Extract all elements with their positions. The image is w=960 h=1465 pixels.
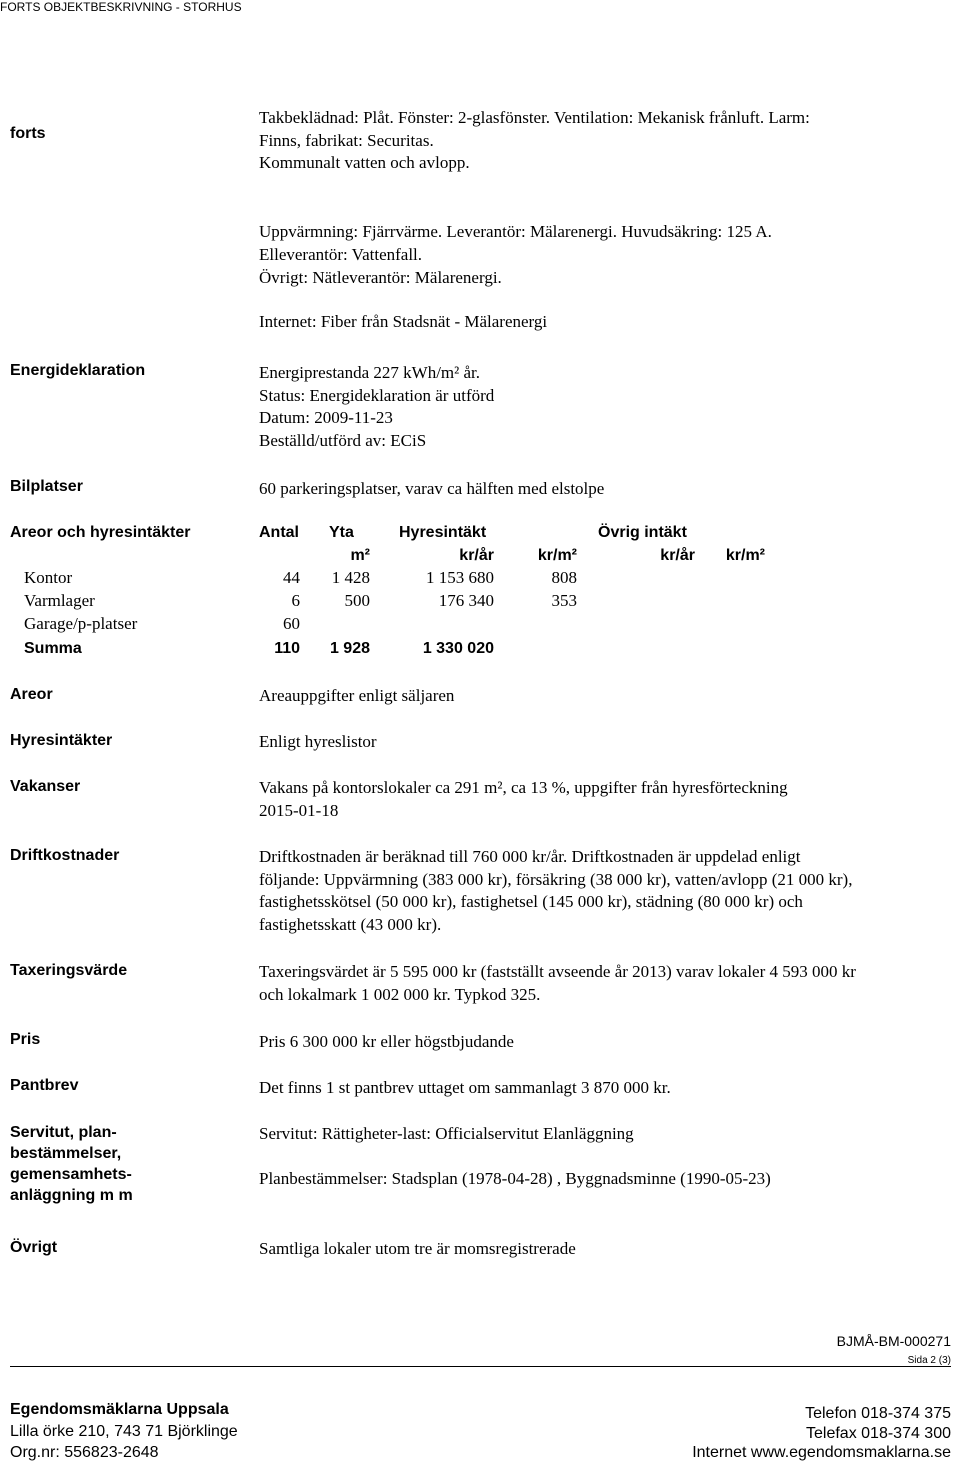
table-row-name: Garage/p-platser — [24, 614, 138, 633]
drift-line-3: fastighetsskötsel (50 000 kr), fastighetsel (145 000 kr), städning (80 000 kr) och — [259, 892, 803, 911]
planbestammelser-text: Planbestämmelser: Stadsplan (1978-04-28) , Byggnadsminne (1990-05-23) — [259, 1169, 771, 1188]
section-label-hyresintakter: Hyresintäkter — [10, 732, 113, 749]
forts-line-2: Finns, fabrikat: Securitas. — [259, 131, 434, 150]
footer-address: Lilla örke 210, 743 71 Björklinge — [10, 1423, 238, 1440]
table-row-name: Varmlager — [24, 591, 95, 610]
tax-line-1: Taxeringsvärdet är 5 595 000 kr (fastställt avseende år 2013) varav lokaler 4 593 000 kr — [259, 962, 856, 981]
section-label-areor: Areor — [10, 686, 53, 703]
table-header-yta: Yta — [329, 524, 354, 541]
table-cell-hyr-krm2: 353 — [551, 591, 577, 610]
footer-company: Egendomsmäklarna Uppsala — [10, 1401, 229, 1418]
section-label-ovrigt: Övrigt — [10, 1239, 58, 1256]
tax-line-2: och lokalmark 1 002 000 kr. Typkod 325. — [259, 985, 541, 1004]
section-label-servitut-3: gemensamhets- — [10, 1166, 132, 1183]
footer-divider — [10, 1366, 951, 1367]
footer-page-number: Sida 2 (3) — [907, 1355, 951, 1366]
drift-line-2: följande: Uppvärmning (383 000 kr), försäkring (38 000 kr), vatten/avlopp (21 000 kr), — [259, 870, 853, 889]
footer-reference: BJMÅ-BM-000271 — [836, 1333, 951, 1349]
energi-line-4: Beställd/utförd av: ECiS — [259, 431, 427, 450]
table-cell-hyr-krar: 176 340 — [438, 591, 494, 610]
forts-line-3: Kommunalt vatten och avlopp. — [259, 153, 470, 172]
unit-ovr-krm2: kr/m² — [725, 547, 765, 564]
pantbrev-text: Det finns 1 st pantbrev uttaget om sammanlagt 3 870 000 kr. — [259, 1078, 671, 1097]
unit-hyr-krar: kr/år — [459, 547, 494, 564]
areor-text: Areauppgifter enligt säljaren — [259, 686, 455, 705]
table-sum-hyr-krar: 1 330 020 — [422, 640, 494, 657]
section-label-driftkostnader: Driftkostnader — [10, 847, 120, 864]
forts-line-7: Internet: Fiber från Stadsnät - Mälarenergi — [259, 312, 548, 331]
ovrigt-text: Samtliga lokaler utom tre är momsregistrerade — [259, 1239, 576, 1258]
section-label-bilplatser: Bilplatser — [10, 478, 83, 495]
section-label-areor-och-hyresintakter: Areor och hyresintäkter — [10, 524, 191, 541]
section-label-pantbrev: Pantbrev — [10, 1077, 79, 1094]
section-label-vakanser: Vakanser — [10, 778, 81, 795]
table-cell-yta: 500 — [344, 591, 370, 610]
unit-yta: m² — [350, 547, 370, 564]
footer-telefax: Telefax 018-374 300 — [806, 1425, 951, 1442]
energi-line-2: Status: Energideklaration är utförd — [259, 386, 495, 405]
footer-telefon: Telefon 018-374 375 — [805, 1405, 951, 1422]
table-row-name: Kontor — [24, 568, 73, 587]
vakanser-line-1: Vakans på kontorslokaler ca 291 m², ca 13 %, uppgifter från hyresförteckning — [259, 778, 788, 797]
section-label-servitut-1: Servitut, plan- — [10, 1124, 117, 1141]
section-label-energideklaration: Energideklaration — [10, 362, 146, 379]
hyresintakter-text: Enligt hyreslistor — [259, 732, 377, 751]
table-sum-label: Summa — [24, 640, 82, 657]
vakanser-line-2: 2015-01-18 — [259, 801, 339, 820]
table-cell-antal: 60 — [283, 614, 300, 633]
table-cell-antal: 44 — [283, 568, 300, 587]
section-label-servitut-4: anläggning m m — [10, 1187, 133, 1204]
energi-line-3: Datum: 2009-11-23 — [259, 408, 393, 427]
table-cell-yta: 1 428 — [331, 568, 370, 587]
table-sum-antal: 110 — [274, 640, 300, 657]
bilplatser-text: 60 parkeringsplatser, varav ca hälften med elstolpe — [259, 479, 605, 498]
drift-line-4: fastighetsskatt (43 000 kr). — [259, 915, 442, 934]
section-label-servitut-2: bestämmelser, — [10, 1145, 122, 1162]
unit-ovr-krar: kr/år — [660, 547, 695, 564]
table-cell-antal: 6 — [291, 591, 300, 610]
energi-line-1: Energiprestanda 227 kWh/m² år. — [259, 363, 480, 382]
forts-line-5: Elleverantör: Vattenfall. — [259, 245, 423, 264]
drift-line-1: Driftkostnaden är beräknad till 760 000 kr/år. Driftkostnaden är uppdelad enligt — [259, 847, 801, 866]
forts-line-4: Uppvärmning: Fjärrvärme. Leverantör: Mälarenergi. Huvudsäkring: 125 A. — [259, 222, 772, 241]
servitut-text: Servitut: Rättigheter-last: Officialservitut Elanläggning — [259, 1124, 634, 1143]
forts-line-6: Övrigt: Nätleverantör: Mälarenergi. — [259, 268, 502, 287]
forts-line-1: Takbeklädnad: Plåt. Fönster: 2-glasfönster. Ventilation: Mekanisk frånluft. Larm: — [259, 108, 810, 127]
table-cell-hyr-krm2: 808 — [551, 568, 577, 587]
pris-text: Pris 6 300 000 kr eller högstbjudande — [259, 1032, 514, 1051]
document-header: FORTS OBJEKTBESKRIVNING - STORHUS — [0, 0, 242, 14]
section-label-forts: forts — [10, 125, 46, 142]
unit-hyr-krm2: kr/m² — [537, 547, 577, 564]
table-header-ovrig-intakt: Övrig intäkt — [598, 524, 687, 541]
footer-internet: Internet www.egendomsmaklarna.se — [692, 1444, 951, 1461]
table-sum-yta: 1 928 — [329, 640, 370, 657]
table-cell-hyr-krar: 1 153 680 — [426, 568, 494, 587]
table-header-hyresintakt: Hyresintäkt — [399, 524, 487, 541]
section-label-taxeringsvarde: Taxeringsvärde — [10, 962, 128, 979]
footer-orgnr: Org.nr: 556823-2648 — [10, 1444, 159, 1461]
section-label-pris: Pris — [10, 1031, 41, 1048]
table-header-antal: Antal — [259, 524, 299, 541]
